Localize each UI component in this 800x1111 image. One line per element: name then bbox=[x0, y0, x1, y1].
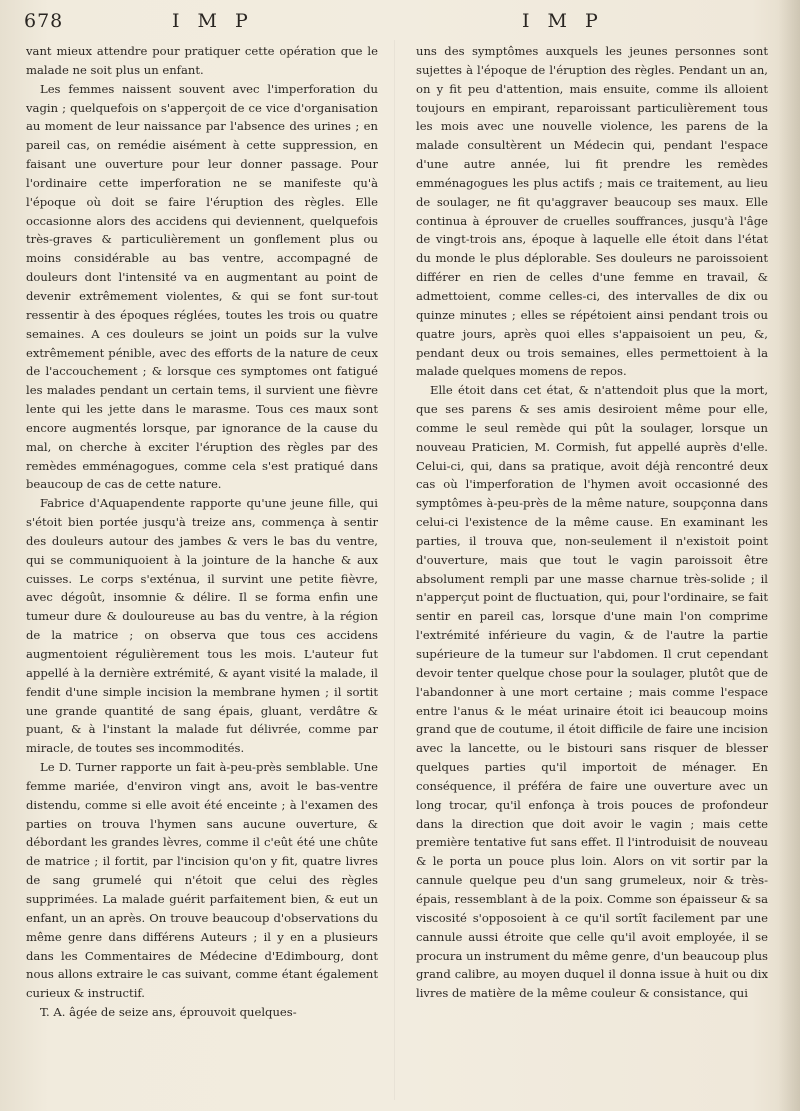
column-gutter bbox=[394, 40, 395, 1100]
paragraph: Les femmes naissent souvent avec l'imperforation du vagin ; quelquefois on s'apperçoit de ce vice d'organisation au moment de leur naissance par l'absence des urines ; en pareil cas, on remédie aisément à cette suppression, en faisant une ouverture pour leur donner passage. Pour l'ordinaire cette imperforation ne se manifeste qu'à l'époque où doit se faire l'éruption des règles. Elle occasionne alors des accidens qui deviennent, quelquefois très-graves & particulièrement un gonflement plus ou moins considérable au bas ventre, accompagné de douleurs dont l'intensité va en augmentant au point de devenir extrêmement violentes, & qui se font sur-tout ressentir à des époques réglées, toutes les trois ou quatre semaines. A ces douleurs se joint un poids sur la vulve extrêmement pénible, avec des efforts de la nature de ceux de l'accouchement ; & lorsque ces symptomes ont fatigué les malades pendant un certain tems, il survient une fièvre lente qui les jette dans le marasme. Tous ces maux sont encore augmentés lorsque, par ignorance de la cause du mal, on cherche à exciter l'éruption des règles par des remèdes emménagogues, comme cela s'est pratiqué dans beaucoup de cas de cette nature. bbox=[26, 81, 378, 492]
right-column bbox=[416, 42, 768, 1102]
running-head-right: I M P bbox=[522, 10, 604, 32]
paragraph: vant mieux attendre pour pratiquer cette opération que le malade ne soit plus un enfant. bbox=[26, 44, 378, 77]
paragraph: uns des symptômes auxquels les jeunes personnes sont sujettes à l'époque de l'éruption des règles. Pendant un an, on y fit peu d'attention, mais ensuite, comme ils alloient toujours en empirant, reparoissant particulièrement tous les mois avec une nouvelle violence, les parens de la malade consultèrent un Médecin qui, pendant l'espace d'une autre année, lui fit prendre les remèdes emménagogues les plus actifs ; mais ce traitement, au lieu de soulager, ne fit qu'aggraver beaucoup ses maux. Elle continua à éprouver de cruelles souffrances, jusqu'à l'âge de vingt-trois ans, époque à laquelle elle étoit dans l'état du monde le plus déplorable. Ses douleurs ne paroissoient différer en rien de celles d'une femme en travail, & admettoient, comme celles-ci, des intervalles de dix ou quinze minutes ; elles se répétoient ainsi pendant trois ou quatre jours, après quoi elles s'appaisoient un peu, &, pendant deux ou trois semaines, elles permettoient à la malade quelques momens de repos. bbox=[416, 44, 768, 379]
paragraph: Elle étoit dans cet état, & n'attendoit plus que la mort, que ses parens & ses amis desiroient même pour elle, comme le seul remède qui pût la soulager, lorsque un nouveau Praticien, M. Cormish, fut appellé auprès d'elle. Celui-ci, qui, dans sa pratique, avoit déjà rencontré deux cas où l'imperforation de l'hymen avoit occasionné des symptômes à-peu-près de la même nature, soupçonna dans celui-ci l'existence de la même cause. En examinant les parties, il trouva que, non-seulement il n'existoit point d'ouverture, mais que tout le vagin paroissoit être absolument rempli par une masse charnue très-solide ; il n'apperçut point de fluctuation, qui, pour l'ordinaire, se fait sentir en pareil cas, lorsque d'une main l'on comprime l'extrémité inférieure du vagin, & de l'autre la partie supérieure de la tumeur sur l'abdomen. Il crut cependant devoir tenter quelque chose pour la soulager, plutôt que de l'abandonner à une mort certaine ; mais comme l'espace entre l'anus & le méat urinaire étoit ici beaucoup moins grand que de coutume, il étoit difficile de faire une incision avec la lancette, ou le bistouri sans risquer de blesser quelques parties qu'il importoit de ménager. En conséquence, il préféra de faire une ouverture avec un long trocar, qu'il enfonça à trois pouces de profondeur dans la direction que doit avoir le vagin ; mais cette première tentative fut sans effet. Il l'introduisit de nouveau & le porta un pouce plus loin. Alors on vit sortir par la cannule quelque peu d'un sang grumeleux, noir & très-épais, ressemblant à de la poix. Comme son épaisseur & sa viscosité s'opposoient à ce qu'il sortît facilement par une cannule aussi étroite que celle qu'il avoit employée, il se procura un instrument du même genre, d'un beaucoup plus grand calibre, au moyen duquel il donna issue à huit ou dix livres de matière de la même couleur & consistance, qui bbox=[416, 383, 768, 1001]
page-edge-shadow bbox=[778, 0, 800, 1111]
paragraph: T. A. âgée de seize ans, éprouvoit quelques- bbox=[40, 1005, 297, 1020]
paragraph: Le D. Turner rapporte un fait à-peu-près semblable. Une femme mariée, d'environ vingt ans, avoit le bas-ventre distendu, comme si elle avoit été enceinte ; à l'examen des parties on trouva l'hymen sans aucune ouverture, & débordant les grandes lèvres, comme il c'eût été une chûte de matrice ; il fortit, par l'incision qu'on y fit, quatre livres de sang grumelé qui n'étoit que celui des règles supprimées. La malade guérit parfaitement bien, & eut un enfant, un an après. On trouve beaucoup d'observations du même genre dans différens Auteurs ; il y en a plusieurs dans les Commentaires de Médecine d'Edimbourg, dont nous allons extraire le cas suivant, comme étant également curieux & instructif. bbox=[26, 760, 378, 1001]
left-column bbox=[26, 42, 378, 1102]
paragraph: Fabrice d'Aquapendente rapporte qu'une jeune fille, qui s'étoit bien portée jusqu'à treize ans, commença à sentir des douleurs autour des jambes & vers le bas du ventre, qui se communiquoient à la jointure de la hanche & aux cuisses. Le corps s'exténua, il survint une petite fièvre, avec dégoût, insomnie & délire. Il se forma enfin une tumeur dure & douloureuse au bas du ventre, à la région de la matrice ; on observa que tous ces accidens augmentoient régulièrement tous les mois. L'auteur fut appellé à la dernière extrémité, & ayant visité la malade, il fendit d'une simple incision la membrane hymen ; il sortit une grande quantité de sang épais, gluant, verdâtre & puant, & à l'instant la malade fut délivrée, comme par miracle, de toutes ses incommodités. bbox=[26, 496, 378, 756]
page-header bbox=[0, 0, 800, 42]
running-head-left: I M P bbox=[172, 10, 254, 32]
page-number: 678 bbox=[24, 10, 64, 32]
